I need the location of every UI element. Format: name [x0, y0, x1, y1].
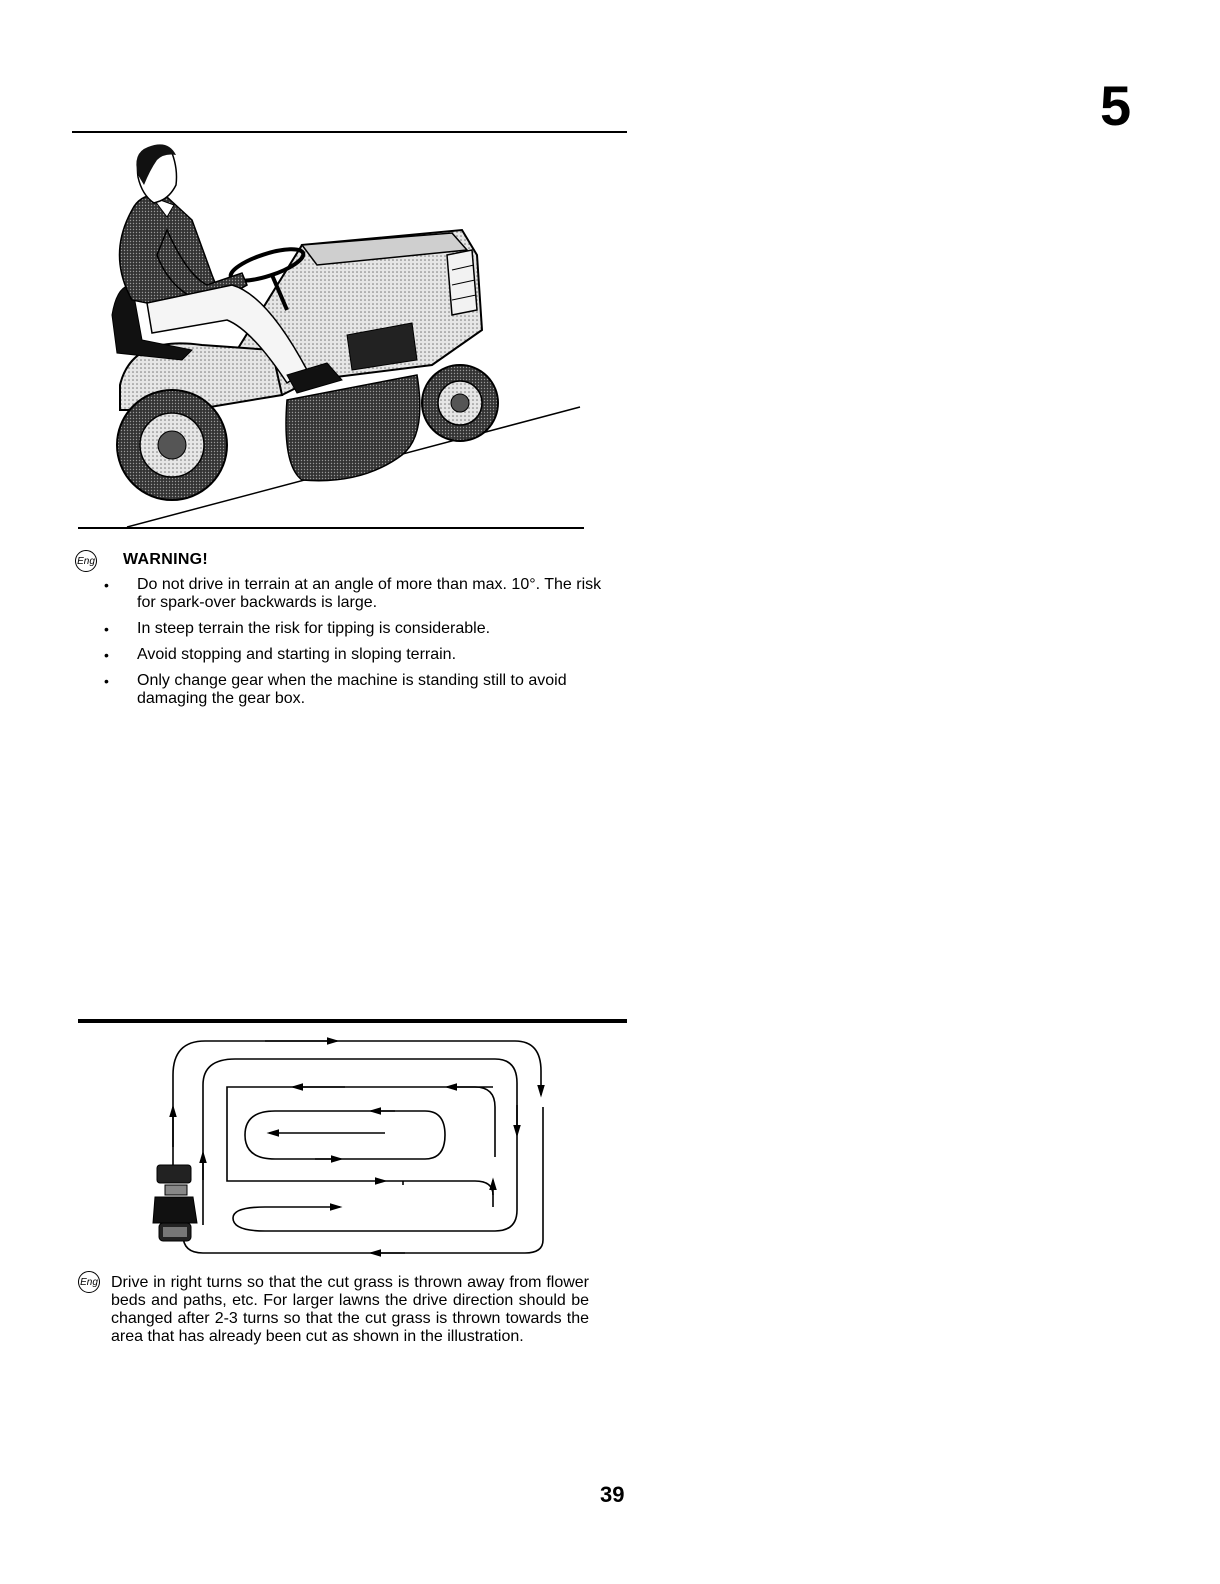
mower-icon	[153, 1165, 197, 1241]
warning-list	[104, 576, 604, 716]
language-badge-icon: Eng	[75, 550, 97, 572]
illustration-base-rule	[78, 527, 584, 529]
warning-title: WARNING!	[123, 551, 209, 568]
top-rule	[72, 131, 627, 133]
language-badge-icon: Eng	[78, 1271, 100, 1293]
page-number: 39	[600, 1482, 625, 1507]
warning-item: • Only change gear when the machine is standing still to avoid damaging the gear box.	[104, 672, 604, 708]
chapter-number: 5	[1100, 74, 1132, 137]
mowing-pattern-diagram	[145, 1035, 560, 1260]
warning-item: • In steep terrain the risk for tipping is considerable.	[104, 620, 604, 638]
warning-item: • Do not drive in terrain at an angle of more than max. 10°. The risk for spark-over backwards is large.	[104, 576, 604, 612]
tractor-on-slope-illustration	[72, 135, 592, 535]
mowing-instructions: Drive in right turns so that the cut grass is thrown away from flower beds and paths, etc. For larger lawns the drive direction should be changed after 2-3 turns so that the cut grass is thrown towards the area that has already been cut as shown in the illustration.	[111, 1274, 589, 1345]
warning-item: • Avoid stopping and starting in sloping terrain.	[104, 646, 604, 664]
mowing-section-rule	[78, 1019, 627, 1023]
